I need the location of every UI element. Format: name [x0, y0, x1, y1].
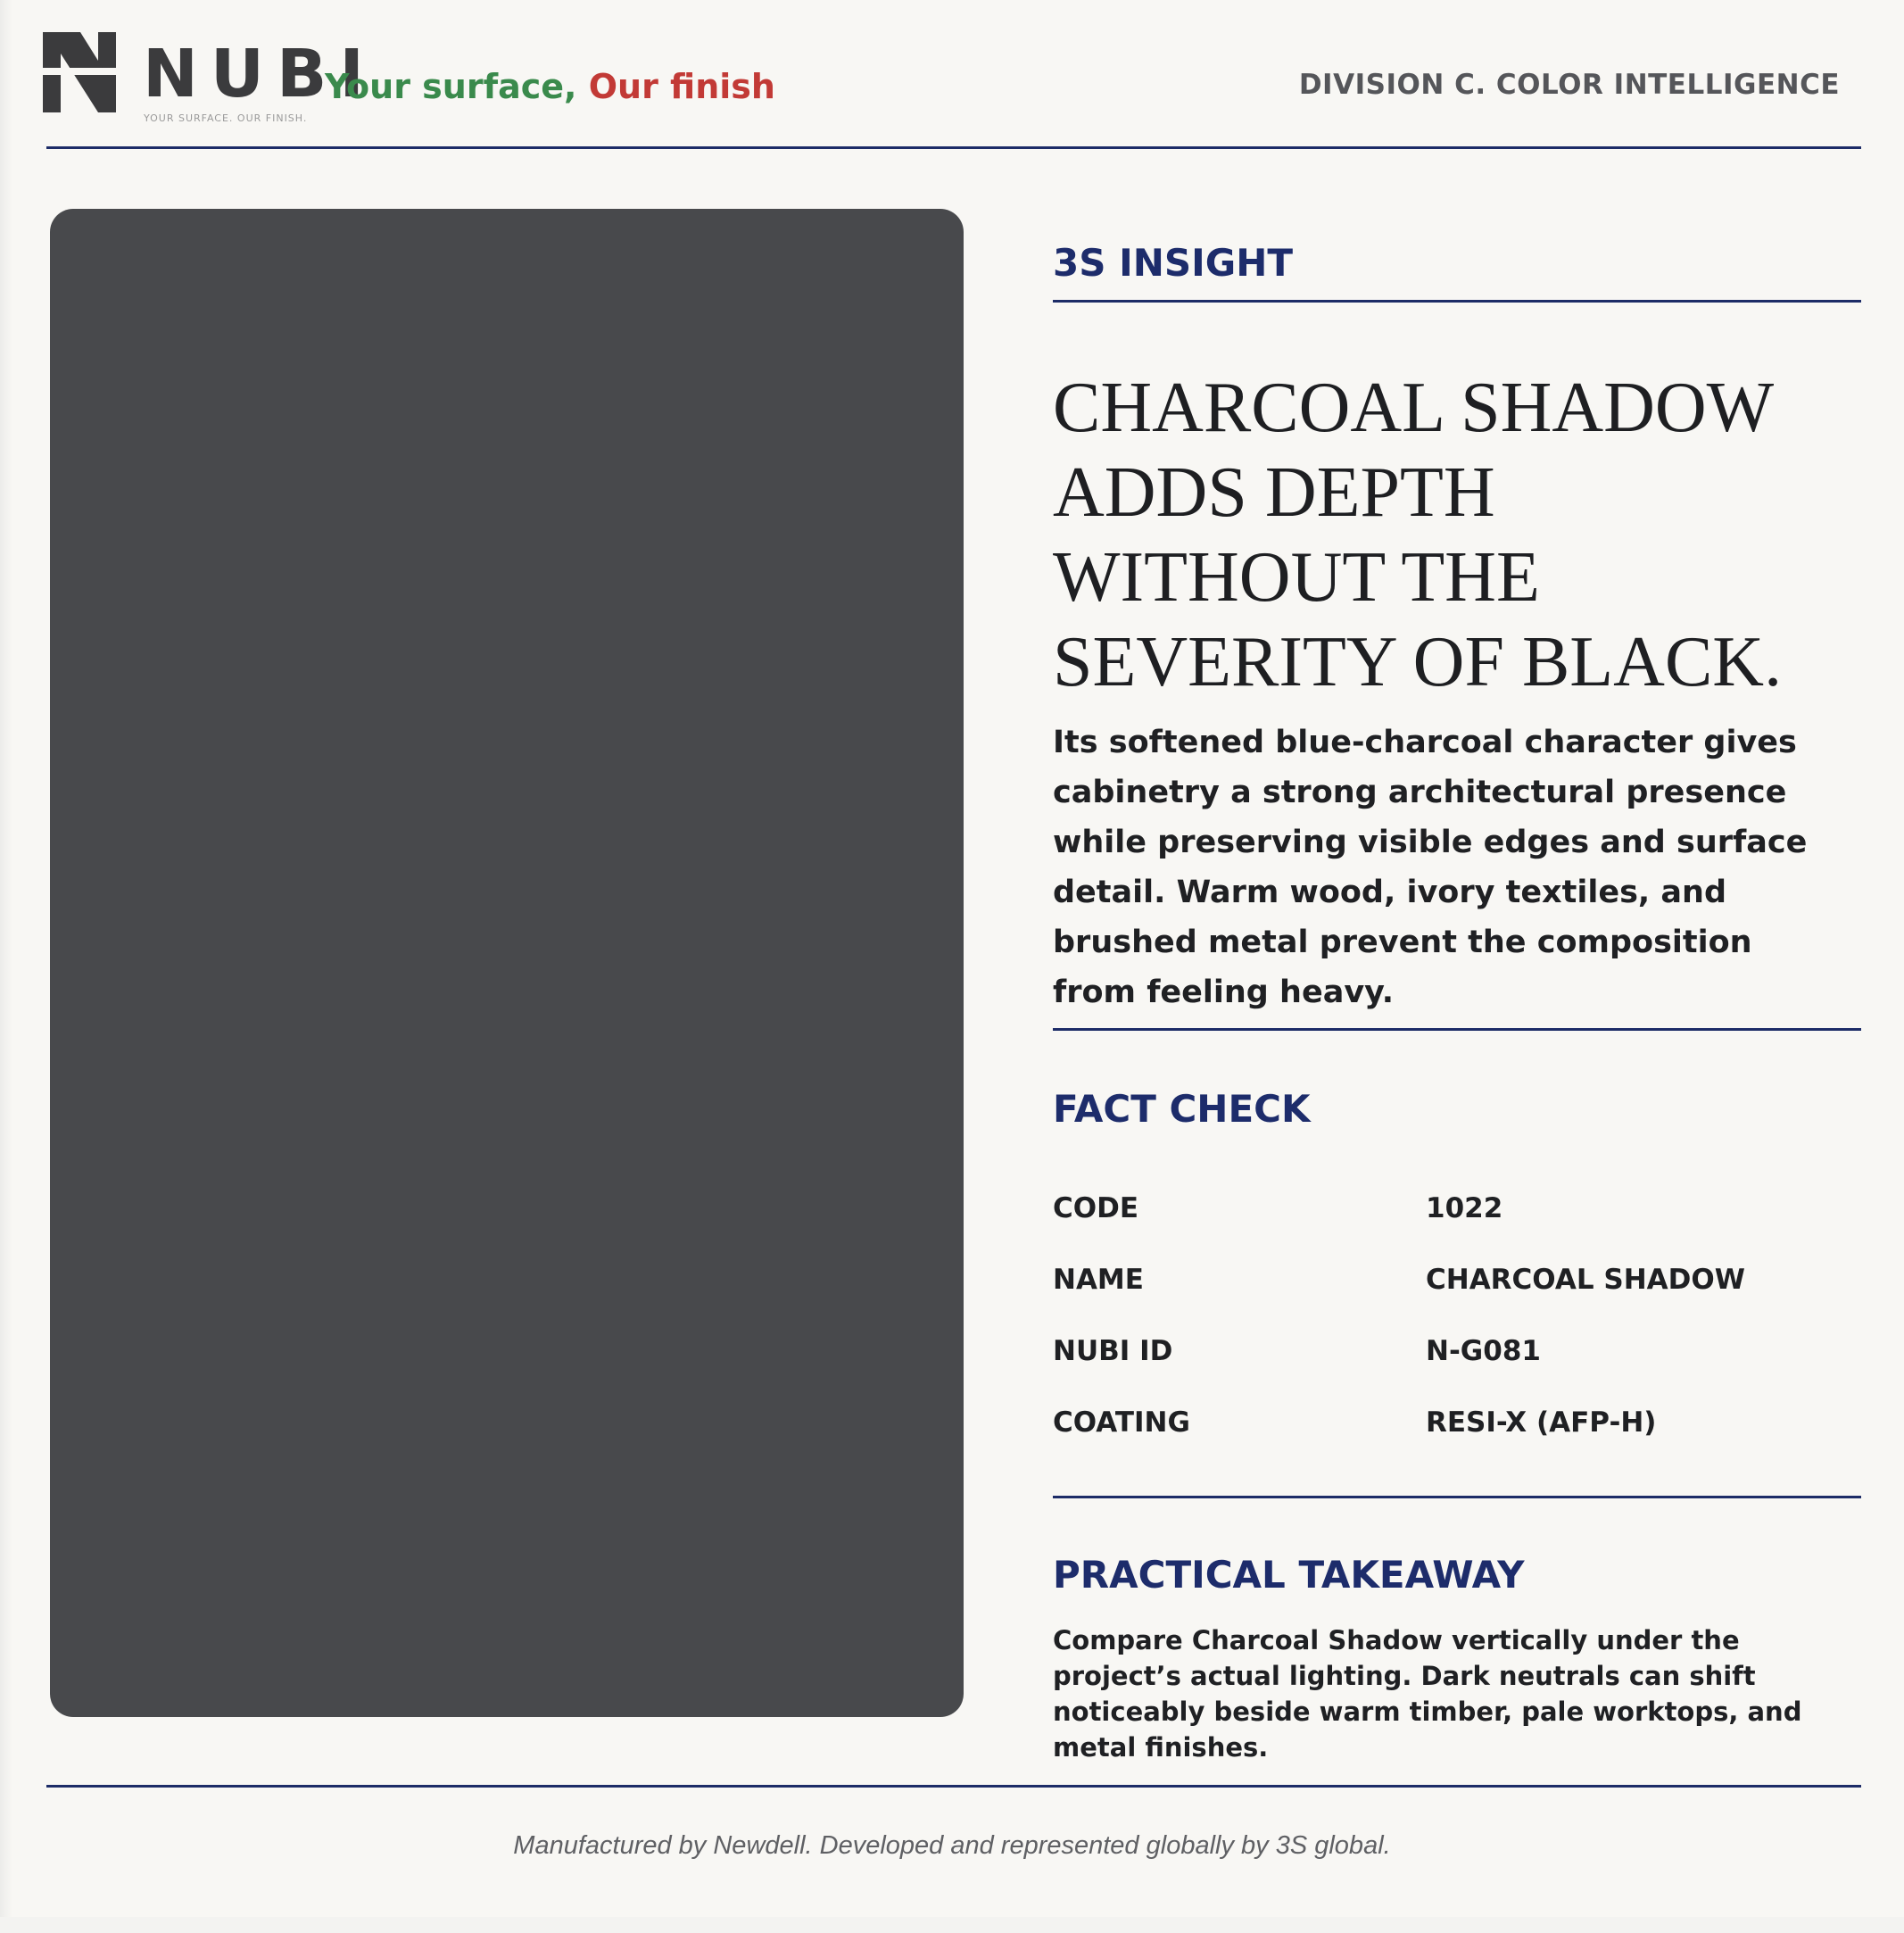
fact-row-name: [1053, 1260, 1861, 1299]
header-divider: [46, 146, 1861, 149]
headline-line: WITHOUT THE: [1053, 538, 1540, 617]
fact-label: CODE: [1053, 1192, 1139, 1224]
tagline: [325, 67, 775, 106]
insight-title: 3S INSIGHT: [1053, 241, 1294, 285]
page-edge-shadow: [0, 0, 12, 1917]
footer-divider: [46, 1785, 1861, 1788]
tagline-part-1: Your surface,: [325, 67, 577, 106]
fact-value: CHARCOAL SHADOW: [1426, 1264, 1745, 1296]
fact-label: COATING: [1053, 1406, 1190, 1439]
takeaway-title: PRACTICAL TAKEAWAY: [1053, 1553, 1525, 1597]
body-divider: [1053, 1028, 1861, 1031]
fact-check-divider: [1053, 1496, 1861, 1498]
logo-subtext: YOUR SURFACE. OUR FINISH.: [144, 112, 308, 124]
insight-body: Its softened blue-charcoal character gives cabinetry a strong architectural presence while preserving visible edges and surface detail. Warm wood, ivory textiles, and brushed metal prevent the composition from feeling heavy.: [1053, 725, 1808, 1010]
fact-row-nubi-id: [1053, 1332, 1861, 1371]
division-label: DIVISION C. COLOR INTELLIGENCE: [1298, 69, 1840, 101]
headline-line: SEVERITY OF BLACK.: [1053, 623, 1783, 701]
fact-label: NAME: [1053, 1264, 1144, 1296]
takeaway-body: Compare Charcoal Shadow vertically under the project’s actual lighting. Dark neutrals can shift noticeably beside warm timber, pale worktops, and metal finishes.: [1053, 1625, 1802, 1763]
insight-divider: [1053, 300, 1861, 303]
fact-value: 1022: [1426, 1192, 1503, 1224]
logo-wordmark: NUBI: [143, 36, 377, 112]
fact-value: RESI-X (AFP-H): [1426, 1406, 1657, 1439]
fact-row-code: [1053, 1189, 1861, 1228]
color-swatch: [50, 209, 964, 1717]
footer-credit: Manufactured by Newdell. Developed and represented globally by 3S global.: [513, 1831, 1391, 1860]
headline: [1053, 366, 1856, 705]
fact-label: NUBI ID: [1053, 1335, 1173, 1367]
fact-check-title: FACT CHECK: [1053, 1087, 1311, 1131]
tagline-part-2: Our finish: [588, 67, 775, 106]
nubi-logo-icon: [43, 32, 116, 112]
headline-line: CHARCOAL SHADOW: [1053, 369, 1775, 447]
fact-row-coating: [1053, 1403, 1861, 1442]
headline-line: ADDS DEPTH: [1053, 453, 1495, 532]
fact-value: N-G081: [1426, 1335, 1541, 1367]
